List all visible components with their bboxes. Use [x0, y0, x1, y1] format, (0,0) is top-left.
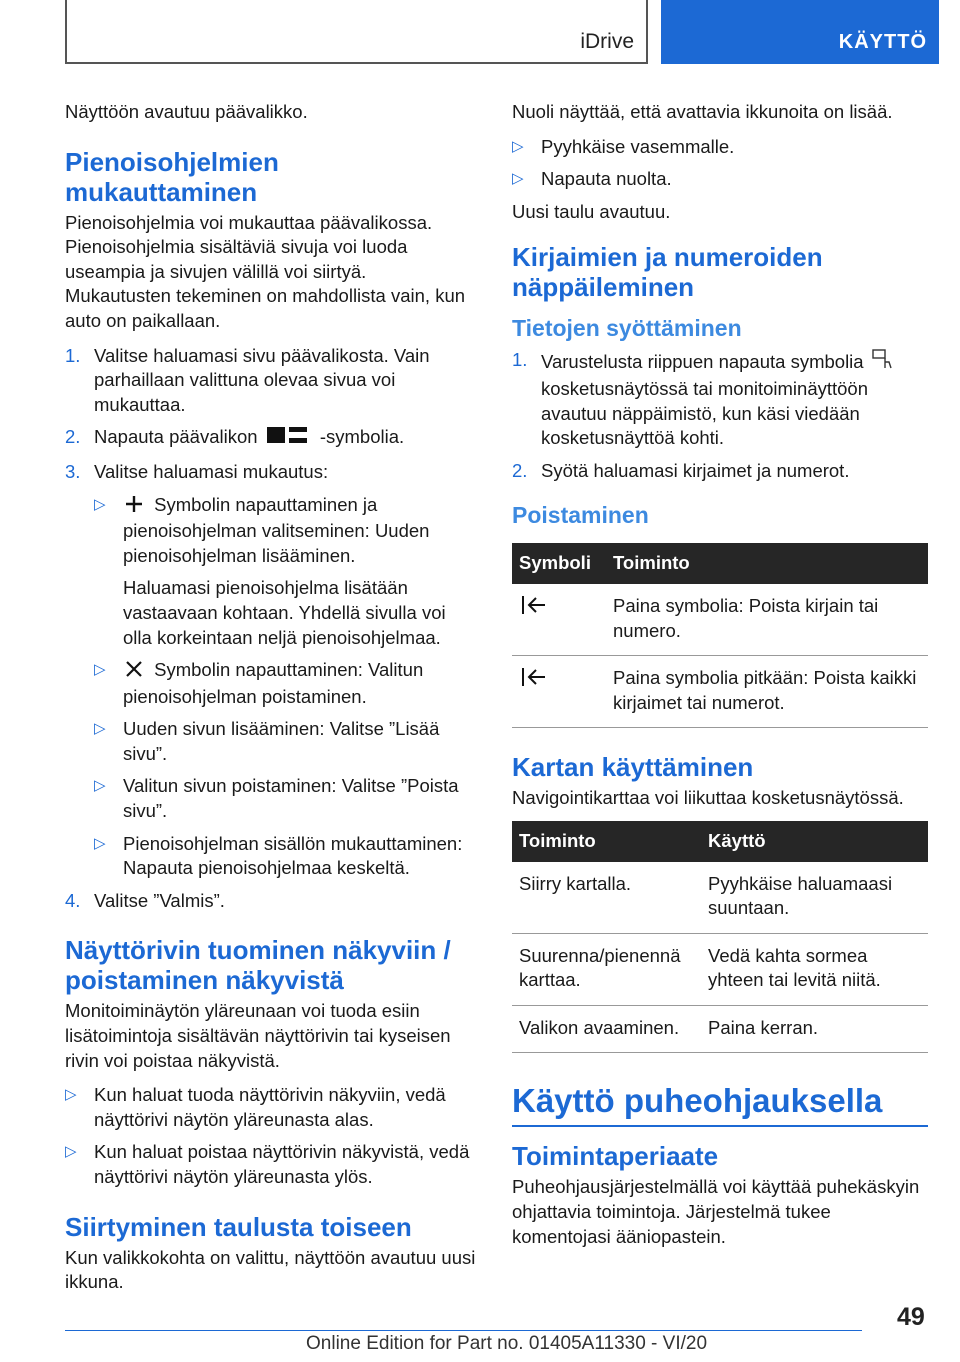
table-header-cell: Symboli: [512, 543, 606, 584]
main-menu-icon: [265, 425, 309, 452]
map-table: [512, 821, 928, 1054]
list-item: [65, 889, 477, 914]
list-item: [65, 344, 477, 418]
backspace-icon: [519, 671, 549, 692]
step-text: Valitse ”Valmis”.: [94, 889, 225, 911]
step-number: 2.: [512, 459, 528, 481]
footer-edition: Online Edition for Part no. 01405A11330 - VI/20: [306, 1333, 708, 1354]
delete-table: [512, 543, 928, 728]
list-item: [512, 348, 928, 450]
table-cell: Paina symbolia: Poista kirjain tai numero.: [606, 584, 928, 656]
right-column: [512, 100, 928, 1259]
header-box: [65, 0, 648, 64]
list-item: [65, 774, 477, 823]
table-row: [512, 1005, 928, 1053]
widgets-text: Pienoisohjelmia voi mukauttaa päävalikossa. Pienoisohjelmia sisältäviä sivuja voi luoda useampia ja sivujen välillä voi siirtyä. Mukautusten tekeminen on mahdollista vain, kun auto on paikallaan.: [65, 211, 466, 331]
arrow-result: Uusi taulu avautuu.: [512, 200, 671, 222]
keyboard-heading: Kirjaimien ja numeroiden näppäileminen: [512, 242, 823, 303]
panels-heading: Siirtyminen taulusta toiseen: [65, 1211, 412, 1242]
list-item: [65, 460, 477, 485]
table-cell: [512, 656, 606, 728]
step-text: Varustelusta riippuen napauta symbolia: [541, 351, 864, 373]
list-item: [65, 1083, 477, 1132]
left-column: [65, 100, 477, 1305]
input-subheading: Tietojen syöttäminen: [512, 315, 742, 342]
table-row: [512, 862, 928, 934]
map-heading: Kartan käyttäminen: [512, 752, 754, 783]
triangle-bullet-icon: ▷: [94, 720, 106, 738]
table-cell: [512, 584, 606, 656]
plus-icon: [125, 495, 143, 520]
sub-item-text: Uuden sivun lisääminen: Valitse ”Lisää sivu”.: [123, 718, 440, 764]
list-item: [65, 576, 477, 650]
map-text: Navigointikarttaa voi liikuttaa kosketusnäytössä.: [512, 787, 904, 809]
statusbar-heading: Näyttörivin tuominen näkyviin / poistaminen näkyvistä: [65, 935, 451, 996]
triangle-bullet-icon: ▷: [94, 661, 106, 679]
header-section: iDrive: [580, 30, 634, 53]
triangle-bullet-icon: ▷: [94, 777, 106, 795]
list-item: [512, 135, 928, 160]
table-cell: Paina kerran.: [701, 1005, 928, 1053]
sub-item-text: Symbolin napauttaminen: Valitun pienoisohjelman poistaminen.: [123, 659, 424, 707]
widgets-heading: Pienoisohjelmien mukauttaminen: [65, 146, 279, 207]
principle-heading: Toimintaperiaate: [512, 1141, 719, 1172]
table-cell: Suurenna/pienennä karttaa.: [512, 933, 701, 1005]
table-header-row: [512, 543, 928, 584]
triangle-bullet-icon: ▷: [94, 834, 106, 852]
bullet-text: Kun haluat poistaa näyttörivin näkyvistä, vedä näyttörivi näytön yläreunasta ylös.: [94, 1141, 470, 1187]
sub-item-text: Valitun sivun poistaminen: Valitse ”Poista sivu”.: [123, 775, 459, 822]
footer-divider: [65, 1330, 862, 1331]
table-row: [512, 584, 928, 656]
step-number: 1.: [65, 344, 81, 366]
triangle-bullet-icon: ▷: [65, 1086, 77, 1104]
list-item: [65, 717, 477, 766]
page-number: 49: [897, 1303, 925, 1331]
header-tab: KÄYTTÖ: [661, 0, 939, 64]
list-item: [512, 459, 928, 484]
table-cell: Valikon avaaminen.: [512, 1005, 701, 1053]
table-header-row: [512, 821, 928, 862]
step-number: 3.: [65, 460, 81, 482]
step-text: Syötä haluamasi kirjaimet ja numerot.: [541, 459, 850, 481]
table-cell: Pyyhkäise haluamaasi suuntaan.: [701, 862, 928, 934]
bullet-text: Napauta nuolta.: [541, 168, 672, 190]
step-text: -symbolia.: [319, 426, 405, 448]
table-cell: Vedä kahta sormea yhteen tai levitä niitä.: [701, 933, 928, 1005]
bullet-text: Pyyhkäise vasemmalle.: [541, 135, 735, 157]
table-header-cell: Käyttö: [701, 821, 928, 862]
panels-text: Kun valikkokohta on valittu, näyttöön avautuu uusi ikkuna.: [65, 1246, 476, 1293]
triangle-bullet-icon: ▷: [512, 170, 524, 188]
voice-heading: Käyttö puheohjauksella: [512, 1082, 883, 1120]
sub-item-text: Symbolin napauttaminen ja pienoisohjelman valitseminen: Uuden pienoisohjelman lisääminen.: [123, 493, 430, 566]
sub-item-text: Pienoisohjelman sisällön mukauttaminen: Napauta pienoisohjelmaa keskeltä.: [123, 832, 463, 879]
step-number: 1.: [512, 349, 528, 371]
list-item: [65, 425, 477, 452]
step-text: kosketusnäytössä tai monitoiminäyttöön avautuu näppäimistö, kun käsi viedään kosketusnäyttöä kohti.: [541, 377, 869, 449]
sub-item-text: Haluamasi pienoisohjelma lisätään vastaavaan kohtaan. Yhdellä sivulla voi olla korkeintaan neljä pienoisohjelmaa.: [123, 577, 446, 648]
close-icon: [125, 660, 143, 685]
step-number: 4.: [65, 889, 81, 911]
table-header-cell: Toiminto: [606, 543, 928, 584]
list-item: [512, 167, 928, 192]
step-text: Valitse haluamasi mukautus:: [94, 460, 329, 482]
step-text: Valitse haluamasi sivu päävalikosta. Vain parhaillaan valittuna olevaa sivua voi mukauttaa.: [94, 344, 430, 415]
table-row: [512, 656, 928, 728]
triangle-bullet-icon: ▷: [94, 495, 106, 513]
table-row: [512, 933, 928, 1005]
triangle-bullet-icon: ▷: [512, 137, 524, 155]
list-item: [65, 832, 477, 881]
table-cell: Paina symbolia pitkään: Poista kaikki kirjaimet tai numerot.: [606, 656, 928, 728]
bullet-text: Kun haluat tuoda näyttörivin näkyviin, vedä näyttörivi näytön yläreunasta alas.: [94, 1084, 446, 1130]
statusbar-text: Monitoiminäytön yläreunaan voi tuoda esiin lisätoimintoja sisältävän näyttörivin tai kyseisen rivin voi poistaa näkyvistä.: [65, 1000, 451, 1071]
touch-keyboard-icon: [871, 348, 895, 377]
step-number: 2.: [65, 426, 81, 448]
step-text: Napauta päävalikon: [94, 426, 258, 448]
list-item: [65, 1140, 477, 1189]
backspace-icon: [519, 599, 549, 620]
table-cell: Siirry kartalla.: [512, 862, 701, 934]
arrow-text: Nuoli näyttää, että avattavia ikkunoita on lisää.: [512, 101, 893, 122]
list-item: [65, 493, 477, 569]
voice-text: Puheohjausjärjestelmällä voi käyttää puhekäskyin ohjattavia toimintoja. Järjestelmä tukee komentojasi ääniopastein.: [512, 1176, 920, 1247]
voice-heading-block: [512, 1081, 928, 1127]
list-item: [65, 658, 477, 709]
triangle-bullet-icon: ▷: [65, 1143, 77, 1161]
delete-subheading: Poistaminen: [512, 502, 649, 529]
table-header-cell: Toiminto: [512, 821, 701, 862]
intro-text: Näyttöön avautuu päävalikko.: [65, 101, 308, 122]
